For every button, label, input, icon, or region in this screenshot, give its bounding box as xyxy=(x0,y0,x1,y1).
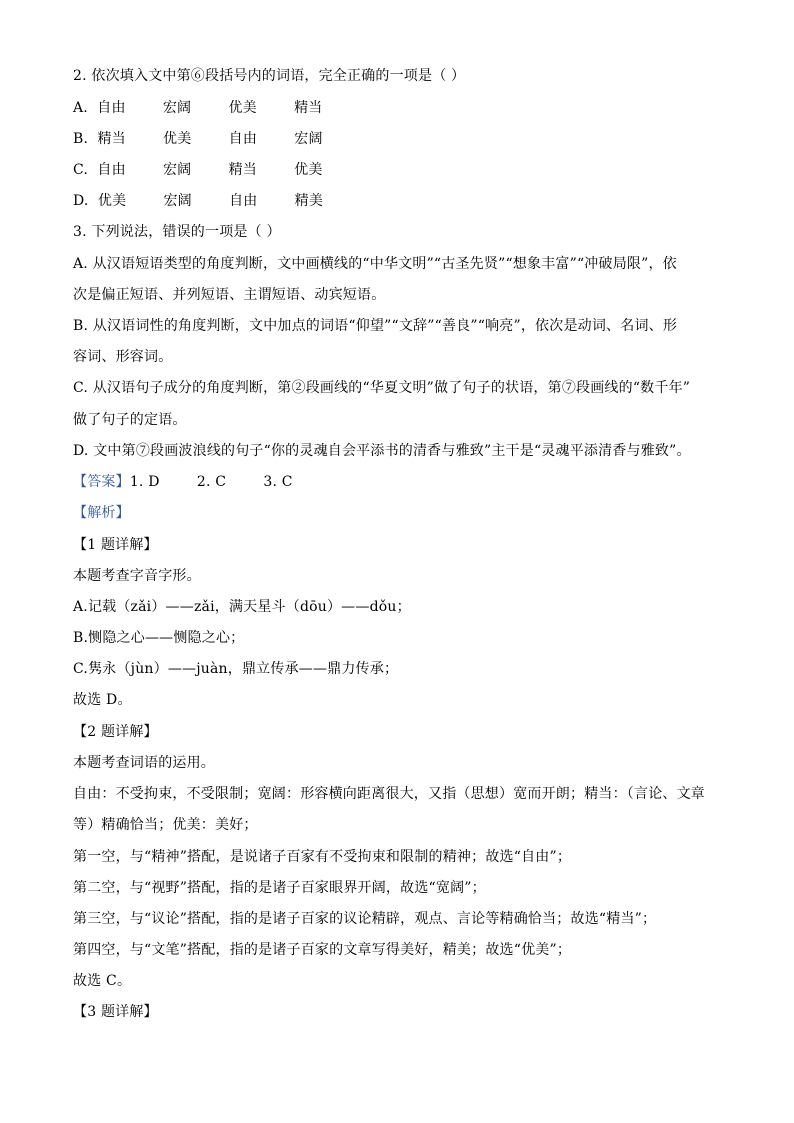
question-3-option-a-line-1: A. 从汉语短语类型的角度判断，文中画横线的“中华文明”“古圣先贤”“想象丰富”“冲破局限”，依 xyxy=(73,256,677,272)
detail-1-title: 【1 题详解】 xyxy=(73,537,158,553)
detail-2-definitions-line-2: 等）精确恰当；优美：美好； xyxy=(73,817,258,833)
answer-line xyxy=(73,472,724,492)
question-3-option-c-line-2: 做了句子的定语。 xyxy=(73,412,187,428)
question-3-option-d: D. 文中第⑦段画波浪线的句子“你的灵魂自会平添书的清香与雅致”主干是“灵魂平添清香与雅致”。 xyxy=(73,443,691,459)
detail-2-blank-2: 第二空，与“视野”搭配，指的是诸子百家眼界开阔，故选“宽阔”； xyxy=(73,880,486,896)
detail-2-blank-1: 第一空，与“精神”搭配，是说诸子百家有不受拘束和限制的精神；故选“自由”； xyxy=(73,849,572,865)
detail-2-definitions-line-1: 自由：不受拘束，不受限制；宽阔：形容横向距离很大，又指（思想）宽而开朗；精当：（言论、文章 xyxy=(73,786,705,802)
detail-1-item-c: C.隽永（jùn）——juàn，鼎立传承——鼎力传承； xyxy=(73,661,399,677)
detail-3-title: 【3 题详解】 xyxy=(73,1004,158,1020)
question-2-stem: 2. 依次填入文中第⑥段括号内的词语，完全正确的一项是（ ） xyxy=(73,68,466,84)
analysis-label: 【解析】 xyxy=(73,505,130,521)
detail-1-item-a: A.记载（zǎi）——zǎi，满天星斗（dōu）——dǒu； xyxy=(73,599,411,615)
question-2-option-b: B. 精当 优美 自由 宏阔 xyxy=(73,131,323,147)
question-3-option-b-line-2: 容词、形容词。 xyxy=(73,349,173,365)
question-2-option-c: C. 自由 宏阔 精当 优美 xyxy=(73,162,323,178)
detail-2-title: 【2 题详解】 xyxy=(73,724,158,740)
question-3-option-b-line-1: B. 从汉语词性的角度判断，文中加点的词语“仰望”“文辞”“善良”“响亮”，依次是动词、名词、形 xyxy=(73,318,678,334)
answer-text: 1. D 2. C 3. C xyxy=(129,474,293,490)
question-2-option-d: D. 优美 宏阔 自由 精美 xyxy=(73,193,324,209)
question-3-stem: 3. 下列说法，错误的一项是（ ） xyxy=(73,224,281,240)
detail-2-blank-4: 第四空，与“文笔”搭配，指的是诸子百家的文章写得美好，精美；故选“优美”； xyxy=(73,942,572,958)
answer-label: 【答案】 xyxy=(73,474,130,490)
detail-2-intro: 本题考查词语的运用。 xyxy=(73,755,215,771)
detail-1-conclusion: 故选 D。 xyxy=(73,692,132,708)
question-3-option-c-line-1: C. 从汉语句子成分的角度判断，第②段画线的“华夏文明”做了句子的状语，第⑦段画线的“数千年” xyxy=(73,380,691,396)
detail-1-item-b: B.恻隐之心——恻隐之心； xyxy=(73,630,245,646)
detail-2-blank-3: 第三空，与“议论”搭配，指的是诸子百家的议论精辟，观点、言论等精确恰当；故选“精当”； xyxy=(73,911,657,927)
question-3-option-a-line-2: 次是偏正短语、并列短语、主谓短语、动宾短语。 xyxy=(73,287,386,303)
question-2-option-a: A. 自由 宏阔 优美 精当 xyxy=(73,100,323,116)
detail-2-conclusion: 故选 C。 xyxy=(73,973,132,989)
detail-1-intro: 本题考查字音字形。 xyxy=(73,568,201,584)
